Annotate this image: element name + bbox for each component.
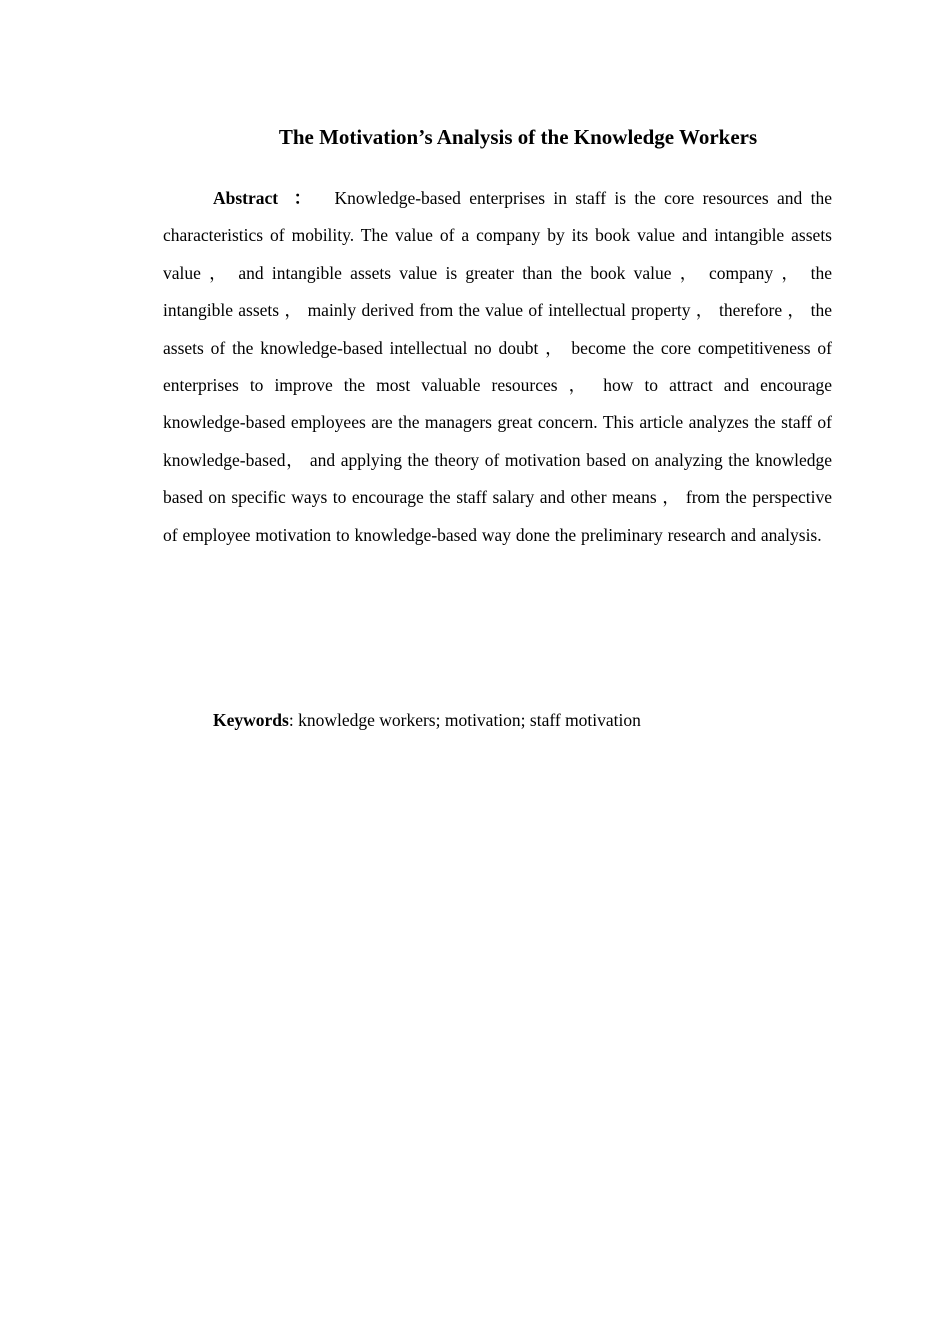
abstract-label: Abstract	[213, 188, 279, 208]
keywords-line	[213, 706, 833, 734]
abstract-paragraph	[163, 180, 832, 554]
paper-title: The Motivation’s Analysis of the Knowledge Workers	[278, 125, 758, 149]
keywords-text: knowledge workers; motivation; staff motivation	[293, 710, 641, 730]
keywords-label: Keywords	[213, 710, 289, 730]
keywords-separator: :	[288, 710, 294, 730]
abstract-colon: ：	[290, 188, 315, 208]
abstract-text: Knowledge-based enterprises in staff is the core resources and the characteristics of mobility. The value of a company by its book value and intangible assets value ， and intangible assets value is greater than the book value ， company ， the intangible assets ， mainly derived from the value of intellectual property ， therefore ， the assets of the knowledge-based intellectual no doubt ， become the core competitiveness of enterprises to improve the most valuable resources ， how to attract and encourage knowledge-based employees are the managers great concern. This article analyzes the staff of knowledge-based， and applying the theory of motivation based on analyzing the knowledge based on specific ways to encourage the staff salary and other means ， from the perspective of employee motivation to knowledge-based way done the preliminary research and analysis.	[163, 188, 832, 545]
